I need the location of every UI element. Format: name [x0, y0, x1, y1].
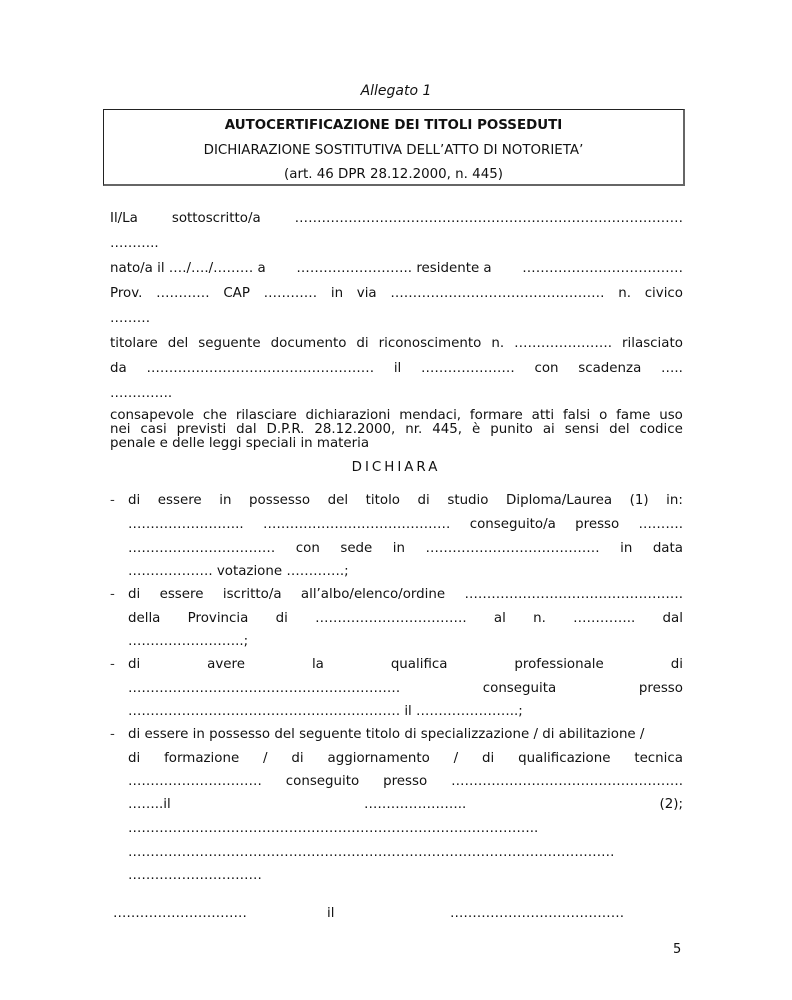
line-text: via [356, 286, 377, 301]
word: mendaci, [399, 408, 462, 423]
word: del [609, 422, 630, 437]
address-line-cont [110, 311, 683, 327]
bullet-dash: - [110, 587, 115, 602]
line-text: con [534, 361, 559, 376]
line-text: di [128, 493, 141, 508]
awareness-text [110, 409, 683, 451]
word: atti [531, 408, 555, 423]
place-field[interactable]: ………………………… [113, 906, 247, 921]
line-text: (1) [629, 493, 649, 508]
line-text: possesso [249, 493, 311, 508]
line-text: Provincia [187, 611, 249, 626]
blank-field[interactable]: ….. [661, 361, 683, 376]
line-text: di essere in possesso del seguente titolo di specializzazione / di abilitazione / [128, 727, 645, 742]
line-text: n. [491, 336, 505, 351]
blank-field[interactable]: ………….. [110, 386, 173, 401]
blank-field[interactable]: …………………………………………. [464, 587, 683, 602]
line-text: scadenza [578, 361, 642, 376]
word: uso [659, 408, 683, 423]
line-text: dal [662, 611, 683, 626]
word: è [472, 422, 481, 437]
word: punito [490, 422, 533, 437]
line-text: nato/a il …./…./……… a [110, 261, 266, 276]
line-text: del [327, 493, 349, 508]
document-title: AUTOCERTIFICAZIONE DEI TITOLI POSSEDUTI [224, 118, 563, 133]
word: D.P.R. [266, 422, 305, 437]
blank-field[interactable]: ……………………………… [522, 261, 683, 276]
item-line [128, 634, 683, 650]
line-text: n. [533, 611, 546, 626]
title-box [103, 109, 685, 186]
item-line [128, 587, 683, 603]
line-text: conseguito/a [469, 517, 556, 532]
word: fame [616, 408, 651, 423]
line-text: in [219, 493, 232, 508]
line-text: ……………………………………………………. il …………………..; [128, 704, 523, 719]
item-line [128, 657, 683, 673]
line-text: essere [157, 493, 202, 508]
line-text: in [392, 541, 406, 556]
blank-field[interactable]: ………………………… [128, 774, 262, 789]
word: previsti [176, 422, 227, 437]
line-text: sottoscritto/a [171, 211, 261, 226]
blank-field[interactable]: ………………… [421, 361, 515, 376]
word: che [202, 408, 227, 423]
item-line [128, 751, 683, 767]
date-field[interactable]: ………………………………… [450, 906, 625, 921]
awareness-line [110, 409, 683, 423]
line-text: tecnica [634, 751, 683, 766]
line-text: qualifica [390, 657, 448, 672]
item-line [128, 845, 683, 861]
blank-field[interactable]: …………………….. [128, 517, 244, 532]
line-text: professionale [514, 657, 604, 672]
birth-residence-line [110, 261, 683, 277]
page-number: 5 [673, 942, 682, 957]
line-text: n. [618, 286, 631, 301]
item-line [128, 821, 683, 837]
id-issuer-line [110, 361, 683, 377]
bullet-dash: - [110, 493, 115, 508]
word: 28.12.2000, [314, 422, 396, 437]
line-text: seguente [198, 336, 261, 351]
line-text: da [110, 361, 127, 376]
document-subtitle: DICHIARAZIONE SOSTITUTIVA DELL’ATTO DI NOTORIETA’ [203, 143, 584, 158]
line-text: di [356, 336, 369, 351]
blank-field[interactable]: ………. [638, 517, 683, 532]
line-text: di [482, 751, 495, 766]
line-text: Prov. [110, 286, 143, 301]
blank-field[interactable]: ……….. [110, 236, 159, 251]
address-line [110, 286, 683, 302]
line-text: in: [666, 493, 683, 508]
item-line [128, 868, 683, 884]
word: 445, [432, 422, 463, 437]
blank-field[interactable]: ………….. [573, 611, 636, 626]
item-line [128, 564, 683, 580]
line-text: di [275, 611, 288, 626]
blank-field[interactable]: / [263, 751, 268, 766]
blank-field[interactable]: ……………………………………………………………………………….. [128, 821, 539, 836]
line-text: formazione [164, 751, 240, 766]
line-text: studio [447, 493, 489, 508]
undersigned-line [110, 211, 683, 227]
line-text: qualificazione [518, 751, 611, 766]
line-text: civico [644, 286, 683, 301]
line-text: sede [340, 541, 373, 556]
line-text: la [311, 657, 324, 672]
word: sensi [564, 422, 600, 437]
line-text: di [670, 657, 683, 672]
line-text: del [167, 336, 189, 351]
date-label: il [327, 906, 335, 921]
word: rilasciare [235, 408, 297, 423]
line-text: data [652, 541, 683, 556]
item-line [128, 517, 683, 533]
line-text: di [291, 751, 304, 766]
blank-field[interactable]: ………… [156, 286, 210, 301]
blank-field[interactable]: ………………………… [128, 868, 262, 883]
blank-field[interactable]: ……………………..; [128, 634, 249, 649]
id-document-line [110, 336, 683, 352]
awareness-line [110, 423, 683, 437]
blank-field[interactable]: ……………………………………………………. [128, 681, 401, 696]
line-text: Il/La [110, 211, 138, 226]
line-text: presso [575, 517, 620, 532]
line-text: rilasciato [622, 336, 683, 351]
word: codice [639, 422, 683, 437]
line-text: CAP [223, 286, 250, 301]
awareness-line: penale e delle leggi speciali in materia [110, 436, 370, 451]
line-text: avere [207, 657, 245, 672]
line-text: conseguito [285, 774, 360, 789]
bullet-dash: - [110, 727, 115, 742]
legal-reference: (art. 46 DPR 28.12.2000, n. 445) [284, 167, 503, 182]
line-text: di [128, 751, 141, 766]
blank-field[interactable]: …………………………………… [262, 517, 451, 532]
blank-field[interactable]: ……… [110, 311, 151, 326]
line-text: di [128, 587, 141, 602]
blank-field[interactable]: …………………………… [128, 541, 276, 556]
word: consapevole [110, 408, 195, 423]
blank-field[interactable]: ……………………………………………. [451, 774, 683, 789]
line-text: all’albo/elenco/ordine [300, 587, 446, 602]
item-line [128, 611, 683, 627]
line-text: titolare [110, 336, 158, 351]
word: dichiarazioni [305, 408, 391, 423]
line-text: essere [159, 587, 204, 602]
line-text: documento [270, 336, 347, 351]
line-text: con [295, 541, 320, 556]
line-text: di [417, 493, 430, 508]
blank-field[interactable]: ………… [263, 286, 318, 301]
blank-field[interactable]: …………………………………………………………………………… [294, 211, 683, 226]
blank-field[interactable]: ………………………………………………………………………………………………. [128, 845, 615, 860]
id-expiry-cont [110, 386, 683, 402]
blank-field[interactable]: ………………………………… [425, 541, 600, 556]
word: casi [140, 422, 167, 437]
item-line [128, 681, 683, 697]
line-text: iscritto/a [222, 587, 282, 602]
line-text: della [128, 611, 161, 626]
item-line [128, 493, 683, 509]
line-text: titolo [365, 493, 400, 508]
line-text: al [493, 611, 506, 626]
line-text: di [128, 657, 141, 672]
item-line [128, 704, 683, 720]
item-line [128, 774, 683, 790]
line-text: in [330, 286, 344, 301]
item-line [128, 541, 683, 557]
blank-field[interactable]: …………………. [514, 336, 613, 351]
blank-field[interactable]: ………………….. [364, 797, 467, 812]
blank-field[interactable]: ……………………………. [315, 611, 467, 626]
line-text: conseguita [482, 681, 557, 696]
line-text: in [620, 541, 633, 556]
line-text: ……..il [128, 797, 171, 812]
word: nei [110, 422, 131, 437]
blank-field[interactable]: ………………………………………… [390, 286, 605, 301]
line-text: ………………. votazione ………….; [128, 564, 349, 579]
line-text: presso [383, 774, 428, 789]
item-line [128, 797, 683, 813]
bullet-dash: - [110, 657, 115, 672]
word: nr. [405, 422, 423, 437]
line-text: riconoscimento [378, 336, 482, 351]
item-line [128, 727, 683, 743]
line-text: il [393, 361, 402, 376]
annex-label: Allegato 1 [360, 83, 432, 99]
word: ai [542, 422, 555, 437]
word: falsi [562, 408, 591, 423]
declares-heading: DICHIARA [351, 460, 441, 475]
word: formare [469, 408, 523, 423]
line-text: aggiornamento [327, 751, 430, 766]
line-text: Diploma/Laurea [506, 493, 613, 508]
undersigned-line-cont [110, 236, 683, 252]
word: o [599, 408, 608, 423]
line-text: (2); [659, 797, 683, 812]
blank-field[interactable]: / [453, 751, 459, 766]
line-text: presso [638, 681, 683, 696]
word: dal [236, 422, 257, 437]
blank-field[interactable]: …………………………………………… [146, 361, 375, 376]
line-text: …………………….. residente a [296, 261, 492, 276]
